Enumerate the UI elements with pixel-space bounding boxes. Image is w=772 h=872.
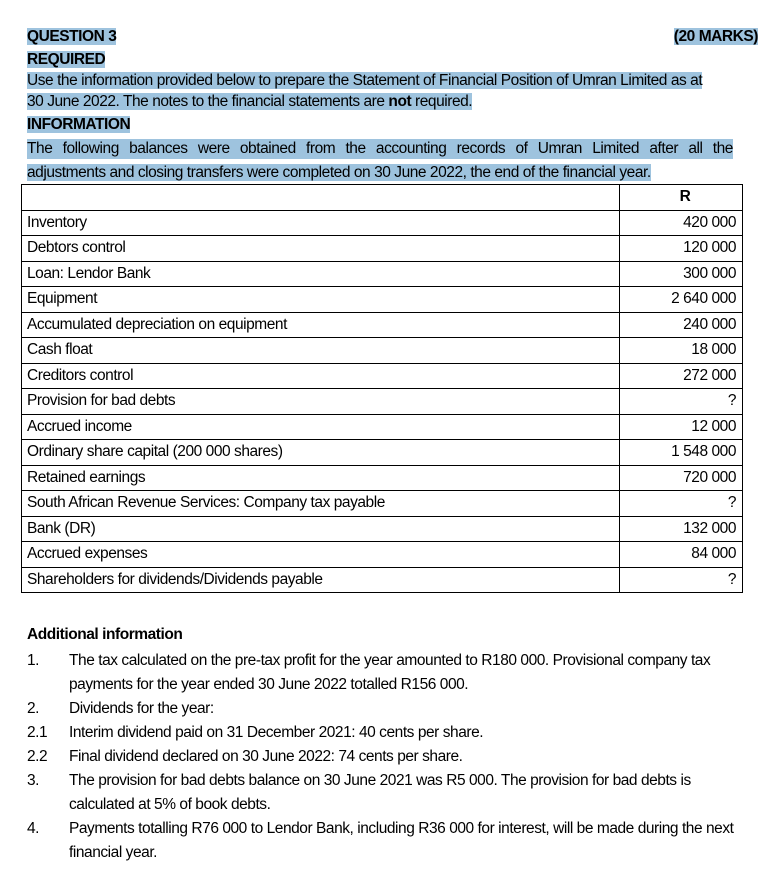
word: after <box>649 140 679 157</box>
word: all <box>688 140 703 157</box>
account-name: Ordinary share capital (200 000 shares) <box>22 440 620 466</box>
information-text-line2: adjustments and closing transfers were completed on 30 June 2022, the end of the financial year. <box>27 164 651 181</box>
account-amount: 420 000 <box>620 210 743 236</box>
table-row <box>22 567 743 593</box>
account-name: Debtors control <box>22 236 620 262</box>
account-name: Loan: Lendor Bank <box>22 261 620 287</box>
word: Umran <box>537 140 582 157</box>
notes-list <box>27 649 747 865</box>
account-name: Accumulated depreciation on equipment <box>22 312 620 338</box>
account-amount: 272 000 <box>620 363 743 389</box>
table-row <box>22 210 743 236</box>
note-text: Interim dividend paid on 31 December 2021: 40 cents per share. <box>69 724 484 741</box>
account-amount: ? <box>620 389 743 415</box>
word: records <box>456 140 506 157</box>
word: balances <box>129 140 188 157</box>
account-amount: 2 640 000 <box>620 287 743 313</box>
note-item <box>27 649 747 697</box>
account-name: South African Revenue Services: Company tax payable <box>22 491 620 517</box>
account-amount: 720 000 <box>620 465 743 491</box>
account-name: Provision for bad debts <box>22 389 620 415</box>
account-amount: 120 000 <box>620 236 743 262</box>
note-number: 2.2 <box>27 748 48 765</box>
account-name: Inventory <box>22 210 620 236</box>
table-row <box>22 236 743 262</box>
table-row <box>22 338 743 364</box>
word: Limited <box>592 140 640 157</box>
note-item <box>27 697 747 721</box>
word: the <box>712 140 733 157</box>
note-number: 1. <box>27 652 40 669</box>
account-amount: 84 000 <box>620 542 743 568</box>
table-header-row <box>22 185 743 211</box>
account-name: Retained earnings <box>22 465 620 491</box>
note-number: 2.1 <box>27 724 48 741</box>
word: the <box>345 140 366 157</box>
information-text-line1 <box>27 139 733 159</box>
table-row <box>22 287 743 313</box>
word: from <box>306 140 336 157</box>
table-row <box>22 491 743 517</box>
note-text: The provision for bad debts balance on 30 June 2021 was R5 000. The provision for bad debts is calculated at 5% of book debts. <box>69 772 691 813</box>
table-row <box>22 414 743 440</box>
table-row <box>22 312 743 338</box>
note-number: 4. <box>27 820 40 837</box>
required-heading: REQUIRED <box>27 51 106 68</box>
marks-label: (20 MARKS) <box>673 28 758 45</box>
account-amount: 300 000 <box>620 261 743 287</box>
additional-information-title: Additional information <box>27 626 183 643</box>
note-text: Final dividend declared on 30 June 2022: 74 cents per share. <box>69 748 463 765</box>
table-row <box>22 440 743 466</box>
account-name: Accrued income <box>22 414 620 440</box>
table-row <box>22 516 743 542</box>
account-amount: ? <box>620 567 743 593</box>
word: following <box>62 140 119 157</box>
account-name: Cash float <box>22 338 620 364</box>
table-row <box>22 542 743 568</box>
note-text: The tax calculated on the pre-tax profit for the year amounted to R180 000. Provisional company tax payments for the year ended 30 June 2022 totalled R156 000. <box>69 652 711 693</box>
note-text: Dividends for the year: <box>69 700 214 717</box>
account-amount: 12 000 <box>620 414 743 440</box>
word: The <box>27 140 53 157</box>
header-label-cell <box>22 185 620 211</box>
note-item <box>27 817 747 865</box>
word: accounting <box>375 140 447 157</box>
word: of <box>515 140 528 157</box>
required-text-line2: 30 June 2022. The notes to the financial statements are not required. <box>27 93 473 110</box>
account-amount: 1 548 000 <box>620 440 743 466</box>
table-row <box>22 363 743 389</box>
note-number: 3. <box>27 772 40 789</box>
account-name: Accrued expenses <box>22 542 620 568</box>
word: were <box>197 140 230 157</box>
question-number: QUESTION 3 <box>27 28 117 45</box>
note-text: Payments totalling R76 000 to Lendor Bank, including R36 000 for interest, will be made during the next financial year. <box>69 820 734 861</box>
account-amount: 18 000 <box>620 338 743 364</box>
emphasis-not: not <box>388 93 412 110</box>
account-amount: 132 000 <box>620 516 743 542</box>
balances-table <box>21 184 743 593</box>
note-number: 2. <box>27 700 40 717</box>
table-row <box>22 261 743 287</box>
note-item <box>27 745 747 769</box>
account-name: Bank (DR) <box>22 516 620 542</box>
account-name: Equipment <box>22 287 620 313</box>
account-amount: 240 000 <box>620 312 743 338</box>
table-row <box>22 389 743 415</box>
information-heading: INFORMATION <box>27 116 131 133</box>
additional-information <box>27 625 747 865</box>
note-item <box>27 769 747 817</box>
table-row <box>22 465 743 491</box>
required-text-line1: Use the information provided below to prepare the Statement of Financial Position of Umran Limited as at <box>27 72 703 89</box>
account-amount: ? <box>620 491 743 517</box>
note-item <box>27 721 747 745</box>
account-name: Creditors control <box>22 363 620 389</box>
currency-header: R <box>620 185 743 211</box>
account-name: Shareholders for dividends/Dividends payable <box>22 567 620 593</box>
word: obtained <box>239 140 296 157</box>
